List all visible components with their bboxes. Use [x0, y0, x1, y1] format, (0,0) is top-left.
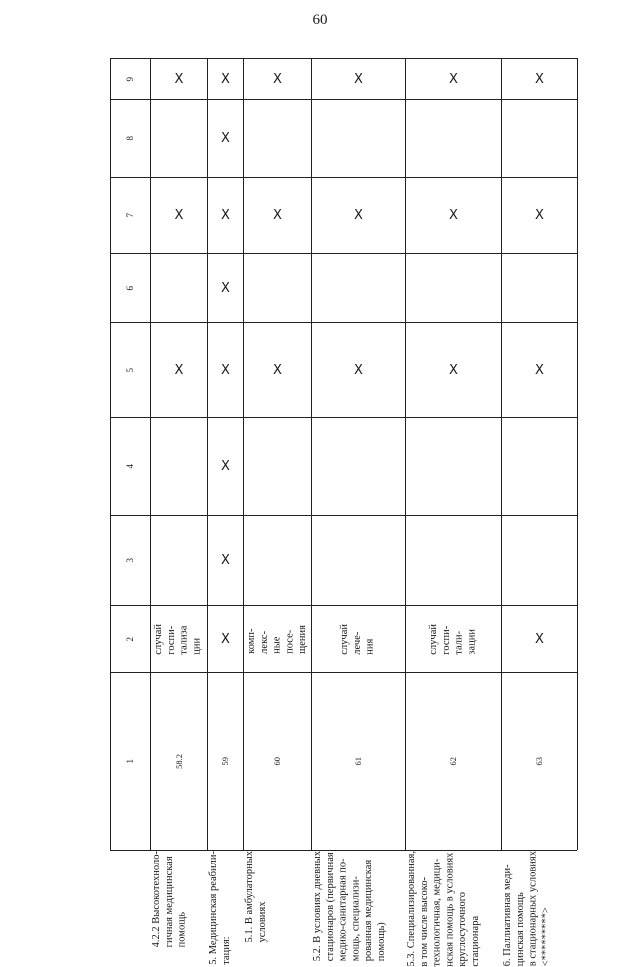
cross-cell-text: X — [535, 362, 544, 378]
cross-cell-text: X — [535, 71, 544, 87]
table-header-col-6 — [111, 254, 150, 322]
cross-cell — [208, 100, 243, 177]
row-label-text: 5.3. Специализированная, в том числе высоко- технологичная, медици- нская помощь в условиях круглосуточного стационара — [406, 851, 481, 967]
cross-cell — [502, 178, 577, 253]
cross-cell — [244, 254, 311, 322]
cross-cell — [151, 100, 207, 177]
cross-cell — [406, 100, 501, 177]
unit-cell — [151, 606, 207, 672]
row-number — [406, 673, 501, 850]
cross-cell — [151, 178, 207, 253]
cross-cell — [312, 418, 405, 515]
cross-cell-text: X — [174, 71, 184, 87]
cross-cell — [208, 178, 243, 253]
table-header-col-3-text: 3 — [125, 558, 136, 563]
table-header-col-2 — [111, 606, 150, 672]
table-header-col-5 — [111, 323, 150, 417]
table-header-col-7-text: 7 — [125, 213, 136, 218]
row-label-text: 5.1. В амбулаторных условиях — [244, 851, 268, 943]
table-header-col-4-text: 4 — [125, 464, 136, 469]
cross-cell — [244, 100, 311, 177]
cross-cell — [244, 516, 311, 605]
row-number-text: 62 — [448, 757, 459, 766]
table-header-col-3 — [111, 516, 150, 605]
cross-cell-text: X — [535, 208, 544, 223]
cross-cell-text: X — [221, 553, 230, 568]
cross-cell-text: X — [354, 362, 363, 378]
cross-cell — [244, 59, 311, 99]
cross-cell — [312, 323, 405, 417]
cross-cell-text: X — [354, 71, 363, 87]
cross-cell-text: X — [449, 208, 458, 223]
unit-cell — [208, 606, 243, 672]
cross-cell — [208, 323, 243, 417]
table-header-col-4 — [111, 418, 150, 515]
row-number-text: 58.2 — [173, 754, 184, 769]
row-label-text: 4.2.2 Высокотехноло- гичная медицинская помощь — [151, 851, 188, 948]
row-number — [502, 673, 577, 850]
cross-cell — [312, 254, 405, 322]
table-header-col-6-text: 6 — [125, 285, 136, 291]
cross-cell-text: X — [221, 459, 230, 474]
cross-cell — [502, 516, 577, 605]
cross-cell — [244, 178, 311, 253]
cross-cell-text: X — [273, 208, 282, 223]
cross-cell-text: X — [273, 362, 282, 378]
unit-cell-text: случай госпи- тали- зации — [427, 623, 478, 655]
cross-cell — [312, 178, 405, 253]
cross-cell — [208, 254, 243, 322]
cross-cell — [151, 323, 207, 417]
table-header-col-9-text: 9 — [125, 76, 136, 82]
table-header-col-8-text: 8 — [125, 136, 136, 141]
row-number — [244, 673, 311, 850]
cross-cell-text: X — [449, 71, 458, 87]
unit-cell — [312, 606, 405, 672]
cross-cell — [502, 100, 577, 177]
row-label — [244, 851, 311, 943]
cross-cell — [406, 254, 501, 322]
row-label-text: 6. Паллиативная меди- цинская помощь в стационарных условиях <*********> — [502, 851, 552, 967]
cross-cell — [151, 254, 207, 322]
table-header-col-9 — [111, 59, 150, 99]
table-header-col-8 — [111, 100, 150, 177]
cross-cell — [502, 323, 577, 417]
cross-cell-text: X — [174, 362, 184, 378]
unit-cell-text: случай лече- ния — [339, 623, 376, 655]
cross-cell — [151, 59, 207, 99]
cross-cell-text: X — [221, 131, 230, 146]
cross-cell — [406, 178, 501, 253]
unit-cell-text: X — [221, 631, 230, 647]
cross-cell — [244, 323, 311, 417]
table-header-col-1 — [111, 673, 150, 850]
unit-cell — [244, 606, 311, 672]
cross-cell-text: X — [221, 208, 230, 223]
cross-cell-text: X — [221, 280, 230, 296]
cross-cell — [151, 516, 207, 605]
page-number: 60 — [312, 12, 328, 28]
table-header-col-1-text: 1 — [125, 759, 136, 764]
unit-cell — [406, 606, 501, 672]
row-label-text: 5. Медицинская реабили- тация: — [208, 851, 232, 965]
table-header-col-2-text: 2 — [125, 636, 136, 642]
row-label — [406, 851, 501, 967]
cross-cell-text: X — [449, 362, 458, 378]
row-number-text: 59 — [220, 757, 231, 766]
cross-cell — [312, 100, 405, 177]
cross-cell — [151, 418, 207, 515]
cross-cell — [406, 323, 501, 417]
row-label — [312, 851, 405, 961]
cross-cell-text: X — [354, 208, 363, 223]
table-border-vertical — [577, 58, 578, 850]
row-number — [151, 673, 207, 850]
cross-cell — [208, 516, 243, 605]
unit-cell-text: комп- лекс- ные посе- щения — [245, 624, 308, 654]
cross-cell — [502, 59, 577, 99]
cross-cell — [312, 516, 405, 605]
unit-cell — [502, 606, 577, 672]
cross-cell — [502, 418, 577, 515]
row-number-text: 63 — [534, 757, 545, 766]
cross-cell-text: X — [221, 71, 230, 87]
cross-cell — [312, 59, 405, 99]
row-label — [208, 851, 243, 965]
row-label — [151, 851, 207, 947]
cross-cell-text: X — [174, 208, 184, 223]
cross-cell — [406, 418, 501, 515]
row-number-text: 61 — [353, 757, 364, 766]
cross-cell — [208, 59, 243, 99]
row-number — [208, 673, 243, 850]
unit-cell-text: случай госпи- тализа ции — [153, 623, 203, 655]
cross-cell — [244, 418, 311, 515]
row-number-text: 60 — [272, 757, 283, 766]
cross-cell — [502, 254, 577, 322]
cross-cell — [208, 418, 243, 515]
row-number — [312, 673, 405, 850]
cross-cell-text: X — [273, 71, 282, 87]
cross-cell — [406, 516, 501, 605]
row-label-text: 5.2. В условиях дневных стационаров (первичная медико-санитарная по- мощь, специализи- рованная медицинская помощь) — [312, 851, 387, 962]
cross-cell — [406, 59, 501, 99]
row-label — [502, 851, 577, 966]
table-header-col-7 — [111, 178, 150, 253]
table-header-col-5-text: 5 — [125, 367, 136, 373]
unit-cell-text: X — [535, 631, 544, 647]
cross-cell-text: X — [221, 362, 230, 378]
